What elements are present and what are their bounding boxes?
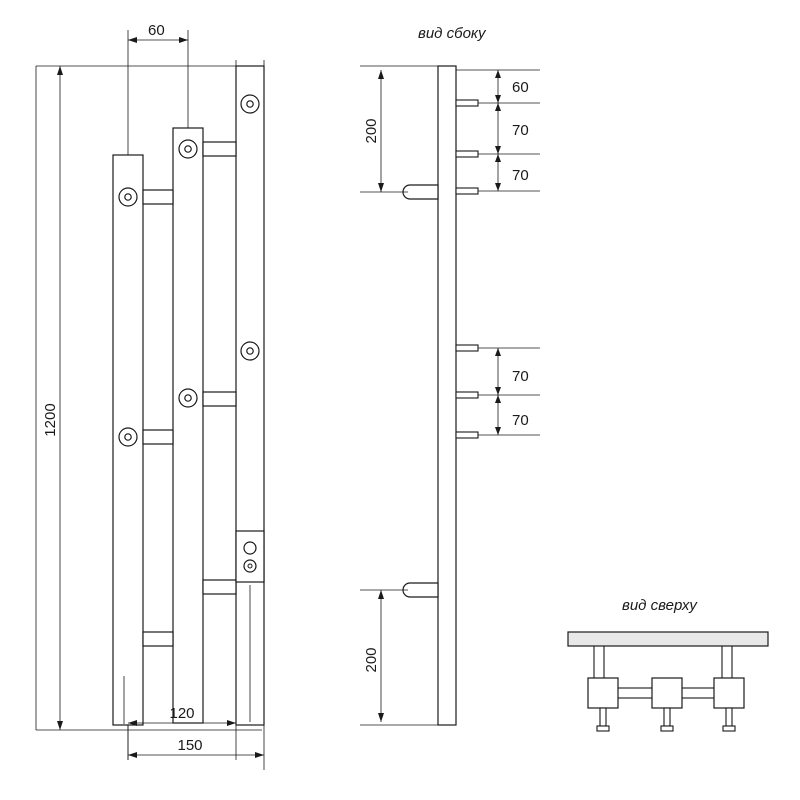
top-view	[568, 597, 768, 731]
side-view-label: вид сбоку	[418, 25, 486, 42]
dimension-70-side-d-label: 70	[512, 412, 529, 429]
dimension-70-side-b-label: 70	[512, 167, 529, 184]
dimension-150-label: 150	[177, 737, 203, 754]
side-upper-stubs	[456, 100, 478, 194]
dimension-1200	[42, 66, 63, 730]
dimension-200-lower-label: 200	[363, 647, 380, 673]
top-pins	[597, 708, 735, 731]
dimension-200-upper	[363, 70, 384, 192]
top-view-label: вид сверху	[622, 597, 697, 614]
dimension-120	[128, 705, 236, 726]
dimension-60-top	[128, 22, 188, 43]
side-lower-stubs	[456, 345, 478, 438]
side-left-arms	[403, 185, 438, 597]
side-view	[360, 25, 540, 725]
dimension-70-side-c-label: 70	[512, 368, 529, 385]
front-view	[36, 22, 264, 770]
top-blocks	[588, 678, 744, 708]
side-right-dimensions	[495, 70, 529, 435]
side-extension-lines-left	[360, 66, 438, 725]
side-main-tube	[438, 66, 456, 725]
dimension-1200-label: 1200	[42, 403, 59, 437]
dimension-200-upper-label: 200	[363, 118, 380, 144]
dimension-70-side-a-label: 70	[512, 122, 529, 139]
dimension-60-top-label: 60	[148, 22, 165, 39]
dimension-120-label: 120	[169, 705, 195, 722]
dimension-60-side-label: 60	[512, 79, 529, 96]
front-middle-bar	[173, 128, 203, 723]
dimension-200-lower	[363, 590, 384, 722]
top-wall-plate	[568, 632, 768, 646]
top-stems	[594, 646, 732, 680]
front-control-box	[236, 531, 264, 582]
